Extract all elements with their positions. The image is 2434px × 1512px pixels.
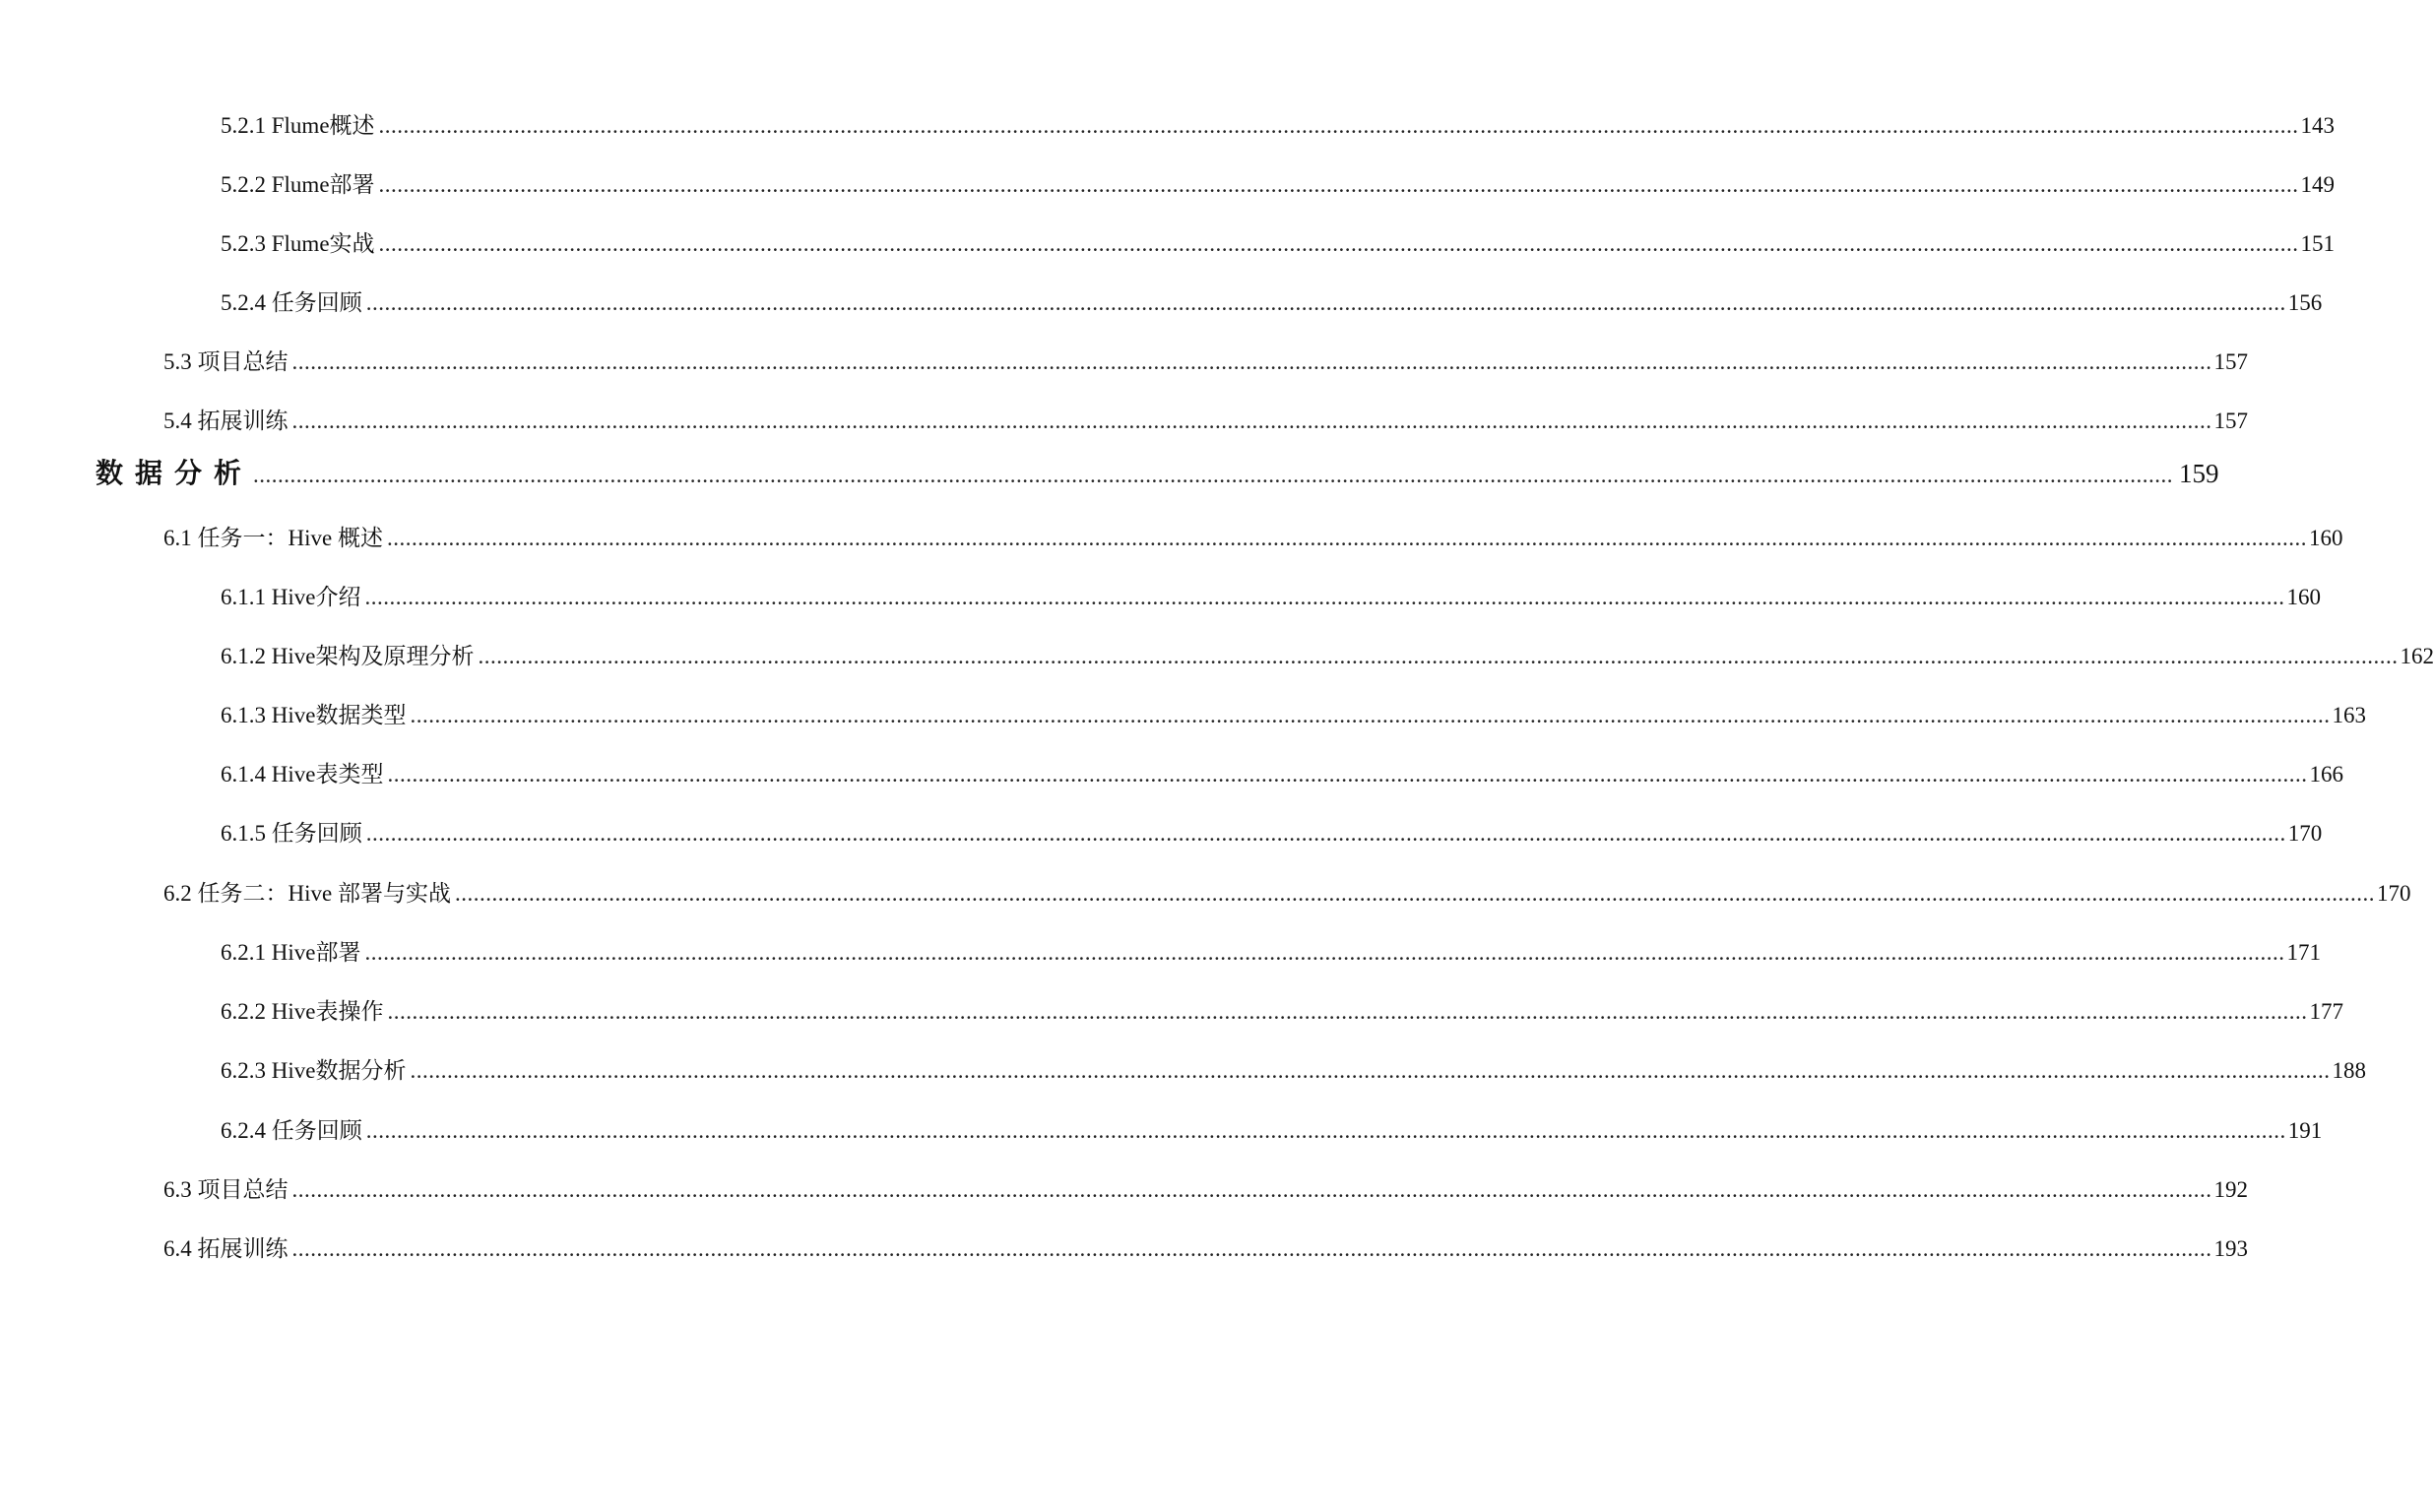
toc-entry-label: 5.3 项目总结 bbox=[163, 349, 288, 374]
toc-page-number: 193 bbox=[2213, 1236, 2248, 1261]
toc-entry-label: 6.1.2 Hive架构及原理分析 bbox=[221, 644, 475, 668]
toc-entry-6-4[interactable] bbox=[163, 1234, 2248, 1264]
toc-entry-label: 6.1.3 Hive数据类型 bbox=[221, 703, 407, 727]
toc-entry-5-2-1[interactable] bbox=[221, 111, 2336, 141]
dot-leader: ........................................................................................................................................................................................................................................................................................................................ bbox=[364, 585, 2285, 609]
toc-entry-label: 6.2.3 Hive数据分析 bbox=[221, 1058, 407, 1083]
toc-entry-6-1-2[interactable] bbox=[221, 642, 2434, 671]
toc-chapter-label: 数据分析 bbox=[96, 457, 254, 489]
dot-leader: ........................................................................................................................................................................................................................................................................................................................ bbox=[387, 999, 2308, 1024]
toc-page-number: 191 bbox=[2287, 1118, 2323, 1143]
toc-entry-label: 6.1.5 任务回顾 bbox=[221, 821, 362, 846]
toc-entry-label: 5.2.3 Flume实战 bbox=[221, 231, 375, 256]
dot-leader: ........................................................................................................................................................................................................................................................................................................................ bbox=[410, 703, 2331, 727]
dot-leader: ........................................................................................................................................................................................................................................................................................................................ bbox=[291, 349, 2212, 374]
toc-entry-6-1-3[interactable] bbox=[221, 701, 2366, 730]
toc-entry-6-2-2[interactable] bbox=[221, 997, 2343, 1027]
toc-entry-label: 6.4 拓展训练 bbox=[163, 1236, 288, 1261]
dot-leader: ........................................................................................................................................................................................................................................................................................................................ bbox=[253, 463, 2174, 487]
dot-leader: ........................................................................................................................................................................................................................................................................................................................ bbox=[378, 231, 2299, 256]
toc-entry-label: 5.2.2 Flume部署 bbox=[221, 172, 375, 197]
toc-entry-6-2-1[interactable] bbox=[221, 938, 2321, 968]
toc-entry-label: 6.2.1 Hive部署 bbox=[221, 940, 361, 965]
dot-leader: ........................................................................................................................................................................................................................................................................................................................ bbox=[454, 881, 2375, 906]
toc-page-number: 151 bbox=[2300, 231, 2336, 256]
toc-page-number: 170 bbox=[2287, 821, 2323, 846]
toc-entry-5-2-2[interactable] bbox=[221, 170, 2336, 200]
toc-entry-6-3[interactable] bbox=[163, 1175, 2248, 1205]
toc-entry-label: 6.2.4 任务回顾 bbox=[221, 1118, 362, 1143]
toc-page-number: 162 bbox=[2400, 644, 2434, 668]
dot-leader: ........................................................................................................................................................................................................................................................................................................................ bbox=[478, 644, 2399, 668]
dot-leader: ........................................................................................................................................................................................................................................................................................................................ bbox=[291, 1236, 2212, 1261]
toc-entry-5-3[interactable] bbox=[163, 347, 2248, 377]
toc-entry-6-1-1[interactable] bbox=[221, 583, 2321, 612]
dot-leader: ........................................................................................................................................................................................................................................................................................................................ bbox=[365, 1118, 2286, 1143]
toc-entry-6-2[interactable] bbox=[163, 879, 2411, 909]
toc-page-number: 160 bbox=[2286, 585, 2321, 609]
toc-entry-6-1[interactable] bbox=[163, 524, 2343, 553]
toc-entry-label: 6.2 任务二：Hive 部署与实战 bbox=[163, 881, 451, 906]
toc-page-number: 192 bbox=[2213, 1177, 2248, 1202]
dot-leader: ........................................................................................................................................................................................................................................................................................................................ bbox=[291, 409, 2212, 433]
toc-page-number: 157 bbox=[2213, 349, 2248, 374]
dot-leader: ........................................................................................................................................................................................................................................................................................................................ bbox=[364, 940, 2285, 965]
toc-page-number: 159 bbox=[2179, 459, 2219, 488]
dot-leader: ........................................................................................................................................................................................................................................................................................................................ bbox=[365, 821, 2286, 846]
toc-page-number: 188 bbox=[2332, 1058, 2366, 1083]
toc-page-number: 166 bbox=[2309, 762, 2343, 787]
toc-entry-5-2-3[interactable] bbox=[221, 229, 2336, 259]
toc-entry-6-2-3[interactable] bbox=[221, 1056, 2366, 1086]
dot-leader: ........................................................................................................................................................................................................................................................................................................................ bbox=[386, 526, 2307, 550]
toc-entry-label: 5.2.1 Flume概述 bbox=[221, 113, 375, 138]
toc-page-number: 177 bbox=[2309, 999, 2343, 1024]
dot-leader: ........................................................................................................................................................................................................................................................................................................................ bbox=[387, 762, 2308, 787]
toc-entry-label: 6.1.4 Hive表类型 bbox=[221, 762, 384, 787]
toc-page-number: 143 bbox=[2300, 113, 2336, 138]
toc-entry-label: 6.2.2 Hive表操作 bbox=[221, 999, 384, 1024]
dot-leader: ........................................................................................................................................................................................................................................................................................................................ bbox=[410, 1058, 2331, 1083]
toc-entry-5-2-4[interactable] bbox=[221, 288, 2323, 318]
toc-entry-label: 5.4 拓展训练 bbox=[163, 409, 288, 433]
toc-page-number: 171 bbox=[2286, 940, 2321, 965]
dot-leader: ........................................................................................................................................................................................................................................................................................................................ bbox=[378, 172, 2299, 197]
toc-entry-6-2-4[interactable] bbox=[221, 1116, 2323, 1146]
dot-leader: ........................................................................................................................................................................................................................................................................................................................ bbox=[378, 113, 2299, 138]
toc-page-number: 160 bbox=[2308, 526, 2343, 550]
toc-entry-6-1-4[interactable] bbox=[221, 760, 2343, 789]
toc-entry-label: 6.1.1 Hive介绍 bbox=[221, 585, 361, 609]
toc-entry-6-1-5[interactable] bbox=[221, 819, 2323, 849]
toc-entry-label: 6.1 任务一：Hive 概述 bbox=[163, 526, 383, 550]
toc-page-number: 157 bbox=[2213, 409, 2248, 433]
toc-chapter-data-analysis[interactable] bbox=[96, 457, 2219, 492]
toc-page-number: 163 bbox=[2332, 703, 2366, 727]
toc-page-number: 156 bbox=[2287, 290, 2323, 315]
dot-leader: ........................................................................................................................................................................................................................................................................................................................ bbox=[291, 1177, 2212, 1202]
toc-entry-label: 5.2.4 任务回顾 bbox=[221, 290, 362, 315]
toc-page-number: 170 bbox=[2376, 881, 2411, 906]
dot-leader: ........................................................................................................................................................................................................................................................................................................................ bbox=[365, 290, 2286, 315]
toc-entry-5-4[interactable] bbox=[163, 407, 2248, 436]
toc-page-number: 149 bbox=[2300, 172, 2336, 197]
toc-entry-label: 6.3 项目总结 bbox=[163, 1177, 288, 1202]
